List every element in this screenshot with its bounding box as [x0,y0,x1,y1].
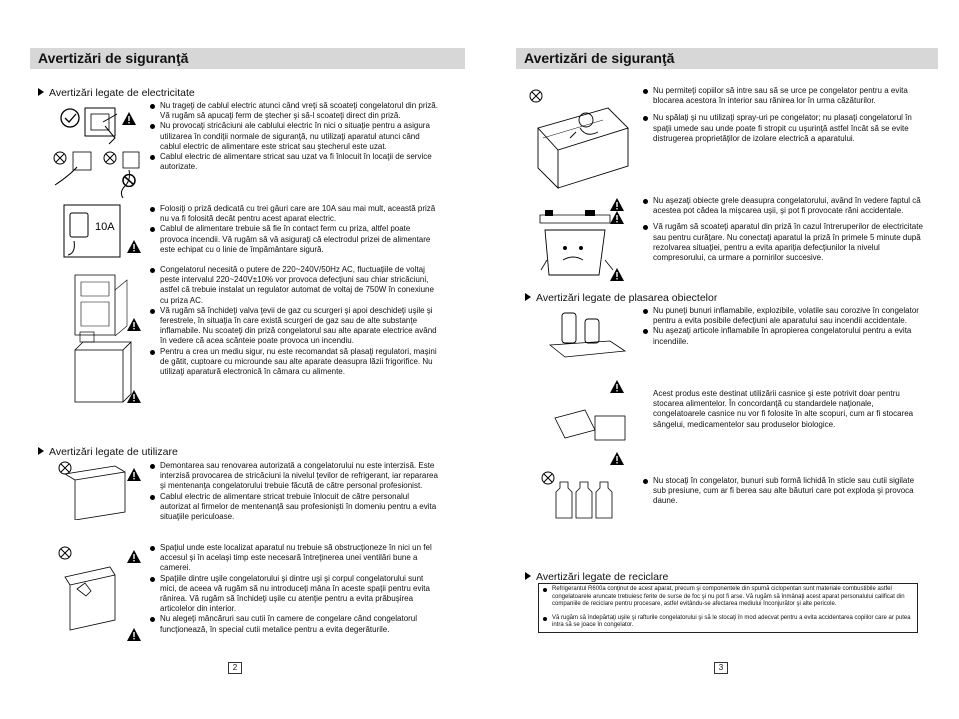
warning-icon [610,268,624,281]
list-item: Spaţiile dintre uşile congelatorului şi dintre uşi şi corpul congelatorului sunt mici, de aceea vă rugăm să nu introduceţi mâna în aceste spaţii pentru evita rănirea. Vă rugăm să închideţi uşile cu atenţie pentru a evita prăbuşirea articolelor din interior. [150,574,440,615]
triangle-bullet-icon [525,572,531,580]
electric-warnings-3 [150,265,440,377]
section-recycling-label: Avertizări legate de reciclare [536,571,669,583]
list-item: Refrigerantul R600a conţinut de acest aparat, precum şi componentele din spumă ciclopentan sunt materiale combustibile astfel congelatoarele aruncate trebuiesc ferite de surse de foc şi nu pot fi arse. Vă rugăm să înmânaţi acest aparat personalului calificat din companiile de reciclare pentru procesare, astfel evitându-se afectarea mediului înconjurător şi alte pericole. [543,586,913,609]
freezer-hand-illustration [55,545,135,635]
section-placement-heading [525,292,717,304]
food-storage-illustration [545,400,630,450]
warning-icon [610,452,624,465]
list-item: Pentru a crea un mediu sigur, nu este recomandat să plasaţi regulatori, maşini de gătit, cuptoare cu microunde sau alte aparate deasupra lăzii frigorifice. Nu utilizaţi aparatură electronică în cămara cu alimente. [150,347,440,378]
list-item: Spaţiul unde este localizat aparatul nu trebuie să obstrucţioneze în nici un fel accesul şi în acelaşi timp este necesară întreţinerea unei ventilări bune a camerei. [150,543,440,574]
list-item: Nu spălaţi şi nu utilizaţi spray-uri pe congelator; nu plasaţi congelatorul în spaţii umede sau unde poate fi stropit cu uşurinţă astfel încât să se evite distrugerea proprietăţilor de izolare electrică a aparatului. [643,113,928,144]
warning-icon [610,380,624,393]
triangle-bullet-icon [38,88,44,96]
no-entry-icon [122,174,136,187]
warning-icon [127,468,141,481]
flammables-illustration [540,305,630,375]
usage-warnings-2 [150,543,440,635]
electric-warnings-1 [150,101,440,172]
section-usage-heading [38,446,178,458]
usage-warnings-1 [150,461,440,522]
list-item: Nu provocaţi stricăciuni ale cablului electric în nici o situaţie pentru a asigura utilizarea în condiţii normale de siguranţă, nu utilizaţi aparatul atunci când cablul electric de alimentare este stricat sau ştecherul este uzat. [150,121,440,152]
section-recycling-heading [525,571,668,583]
list-item: Cablul de alimentare trebuie să fie în contact ferm cu priza, altfel poate provoca incendii. Vă rugăm să vă asiguraţi că electrodul prizei de alimentare este echipat cu o linie de împământare sigură. [150,224,440,255]
section-electric-label: Avertizări legate de electricitate [49,87,195,99]
right-page [480,0,959,719]
list-item: Nu aşezaţi articole inflamabile în apropierea congelatorului pentru a evita incendiile. [643,326,928,346]
warning-icon [610,211,624,224]
list-item: Demontarea sau renovarea autorizată a congelatorului nu este interzisă. Este interzisă provocarea de stricăciuni la nivelul ţevilor de refrigerant, iar repararea şi mentenanţa congelatorului trebuie făcută de către personal profesionist. [150,461,440,492]
list-item: Nu stocaţi în congelator, bunuri sub formă lichidă în sticle sau cutii sigilate sub presiune, cum ar fi berea sau alte băuturi care pot exploda şi provoca daune. [643,476,928,507]
recycling-box [538,583,918,633]
child-freezer-illustration [528,88,638,208]
list-item: Vă rugăm să îndepărtaţi uşile şi rafturile congelatorului şi să le stocaţi în mod adecvat pentru a evita accidentarea copiilor care ar putea intra să se joace în congelator. [543,615,913,630]
list-item: Folosiţi o priză dedicată cu trei găuri care are 10A sau mai mult, această priză nu va fi folosită decât pentru acest aparat electric. [150,204,440,224]
socket-label: 10A [95,221,115,233]
placement-warnings-5 [643,476,928,507]
kitchen-freezer-illustration [65,270,135,410]
list-item: Congelatorul necesită o putere de 220~240V/50Hz AC, fluctuaţiile de voltaj peste intervalul 220~240V±10% vor provoca defecţiuni sau chiar stricăciuni, astfel că trebuie instalat un regulator automat de voltaj de 750W în conexiune cu priza AC. [150,265,440,306]
warning-icon [127,550,141,563]
section-placement-label: Avertizări legate de plasarea obiectelor [536,292,718,304]
list-item: Nu alegeţi mâncăruri sau cutii în camere de congelare când congelatorul funcţionează, în special cutii metalice pentru a evita degerăturile. [150,614,440,634]
warning-icon [127,318,141,331]
electric-warnings-2 [150,204,440,255]
warning-icon [127,390,141,403]
right-page-header: Avertizări de siguranţă [516,48,938,69]
placement-warnings-4 [643,389,928,430]
list-item: Vă rugăm să închideţi valva ţevii de gaz cu scurgeri şi apoi deschideţi uşile şi ferestrele, în situaţia în care există scurgeri de gaz sau de alte substanţe inflamabile. Nu scoateţi din priză congelatorul sau alte aparate electrice având în vedere că acea scânteie poate provoca un incendiu. [150,306,440,347]
socket-10a-illustration [62,203,122,261]
list-item: Cablul electric de alimentare stricat sau uzat va fi înlocuit în locaţii de service autorizate. [150,152,440,172]
page-number: 3 [714,662,728,674]
placement-warnings-1 [643,86,928,144]
triangle-bullet-icon [525,293,531,301]
list-item: Acest produs este destinat utilizării casnice şi este potrivit doar pentru stocarea alimentelor. În concordanţă cu standardele naţionale, congelatoarele casnice nu vor fi folosite în alte scopuri, cum ar fi stocarea sângelui, medicamentelor sau produselor biologice. [653,389,914,429]
list-item: Nu aşezaţi obiecte grele deasupra congelatorului, având în vedere faptul că acestea pot cădea la mişcarea uşii, şi pot fi provocate răni accidentale. [643,196,928,216]
triangle-bullet-icon [38,447,44,455]
bottles-illustration [540,470,635,540]
list-item: Cablul electric de alimentare stricat trebuie înlocuit de către personalul autorizat al firmelor de mentenanţă sau profesionişti în domeniu pentru a evita situaţiile periculoase. [150,492,440,523]
section-usage-label: Avertizări legate de utilizare [49,446,178,458]
left-page-header: Avertizări de siguranţă [30,48,465,69]
section-electric-heading [38,87,195,99]
list-item: Vă rugăm să scoateţi aparatul din priză în cazul întreruperilor de electricitate sau pentru curăţare. Nu conectaţi aparatul la priză în primele 5 minute după rezolvarea situaţiei, pentru a evita apariţia defecţiunilor la nivelul compresorului, ca urmare a pornirilor succesive. [643,222,928,263]
warning-icon [127,628,141,641]
list-item: Nu trageţi de cablul electric atunci când vreţi să scoateţi congelatorul din priză. Vă rugăm să apucaţi ferm de ştecher şi să-l scoateţi direct din priză. [150,101,440,121]
warning-icon [122,112,136,125]
warning-icon [127,240,141,253]
placement-warnings-3 [643,306,928,347]
list-item: Nu puneţi bunuri inflamabile, explozibile, volatile sau corozive în congelator pentru a evita posibile defecţiuni ale aparatului sau incendii accidentale. [643,306,928,326]
page-number: 2 [228,662,242,674]
repair-freezer-illustration [55,460,135,520]
placement-warnings-2 [643,196,928,263]
list-item: Nu permiteţi copiilor să intre sau să se urce pe congelator pentru a evita blocarea acestora în interior sau rănirea lor în urma căzăturilor. [643,86,928,106]
